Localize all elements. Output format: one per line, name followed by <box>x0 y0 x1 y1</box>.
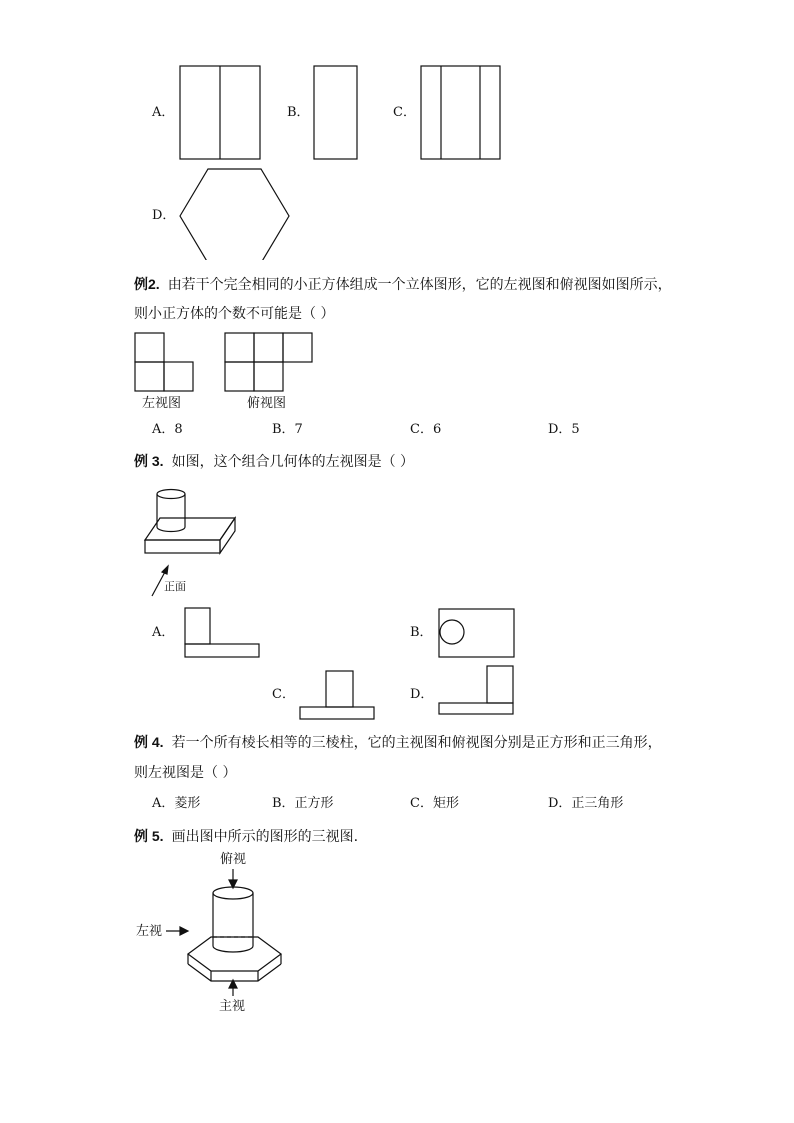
ex4-line1-text: 若一个所有棱长相等的三棱柱，它的主视图和俯视图分别是正方形和正三角形， <box>171 735 662 751</box>
ex1-option-a-label: A． <box>152 105 175 120</box>
ex1-option-b-label: B． <box>287 105 310 120</box>
ex3-front-label: 正面 <box>164 580 186 593</box>
ex2-line1-text: 由若干个完全相同的小正方体组成一个立体图形，它的左视图和俯视图如图所示， <box>167 277 672 293</box>
ex2-prefix: 例2. <box>134 276 160 292</box>
ex2-top-view-caption: 俯视图 <box>247 396 287 411</box>
ex5-prefix: 例 5. <box>134 828 164 844</box>
ex4-choice-b[interactable]: B．正方形 <box>272 796 334 811</box>
ex5-left-arrowhead <box>180 927 188 935</box>
ex5-left-view-label: 左视 <box>136 924 163 939</box>
ex5-top-view-label: 俯视 <box>220 852 247 867</box>
ex2-choice-d[interactable]: D．5 <box>548 422 580 437</box>
ex4-choice-c[interactable]: C．矩形 <box>410 796 459 811</box>
ex2-line2: 则小正方体的个数不可能是（ ） <box>134 306 335 322</box>
ex3-option-d-label[interactable]: D． <box>410 687 434 702</box>
ex2-choice-b[interactable]: B．7 <box>272 422 303 437</box>
ex1-option-d-label: D． <box>152 208 176 223</box>
ex3-question-text: 如图，这个组合几何体的左视图是（ ） <box>171 454 415 470</box>
ex4-line2: 则左视图是（ ） <box>134 765 237 781</box>
ex5-question-text: 画出图中所示的图形的三视图. <box>171 829 359 845</box>
ex2-choice-c[interactable]: C．6 <box>410 422 442 437</box>
ex3-prefix: 例 3. <box>134 453 164 469</box>
ex4-choice-a[interactable]: A．菱形 <box>152 796 201 811</box>
ex3-option-a-label[interactable]: A． <box>152 625 175 640</box>
ex4-prefix: 例 4. <box>134 734 164 750</box>
ex5-hex-bottom <box>188 964 281 981</box>
ex2-left-view-caption: 左视图 <box>142 396 182 411</box>
ex5-cylinder-bottom <box>213 946 253 952</box>
ex2-choice-a[interactable]: A．8 <box>152 422 183 437</box>
ex3-option-b-label[interactable]: B． <box>410 625 433 640</box>
ex3-option-c-label[interactable]: C． <box>272 687 295 702</box>
ex5-main-view-label: 主视 <box>219 999 246 1014</box>
ex4-choice-d[interactable]: D．正三角形 <box>548 796 624 811</box>
ex1-option-c-label: C． <box>393 105 416 120</box>
ex5-hex-top <box>188 937 281 971</box>
